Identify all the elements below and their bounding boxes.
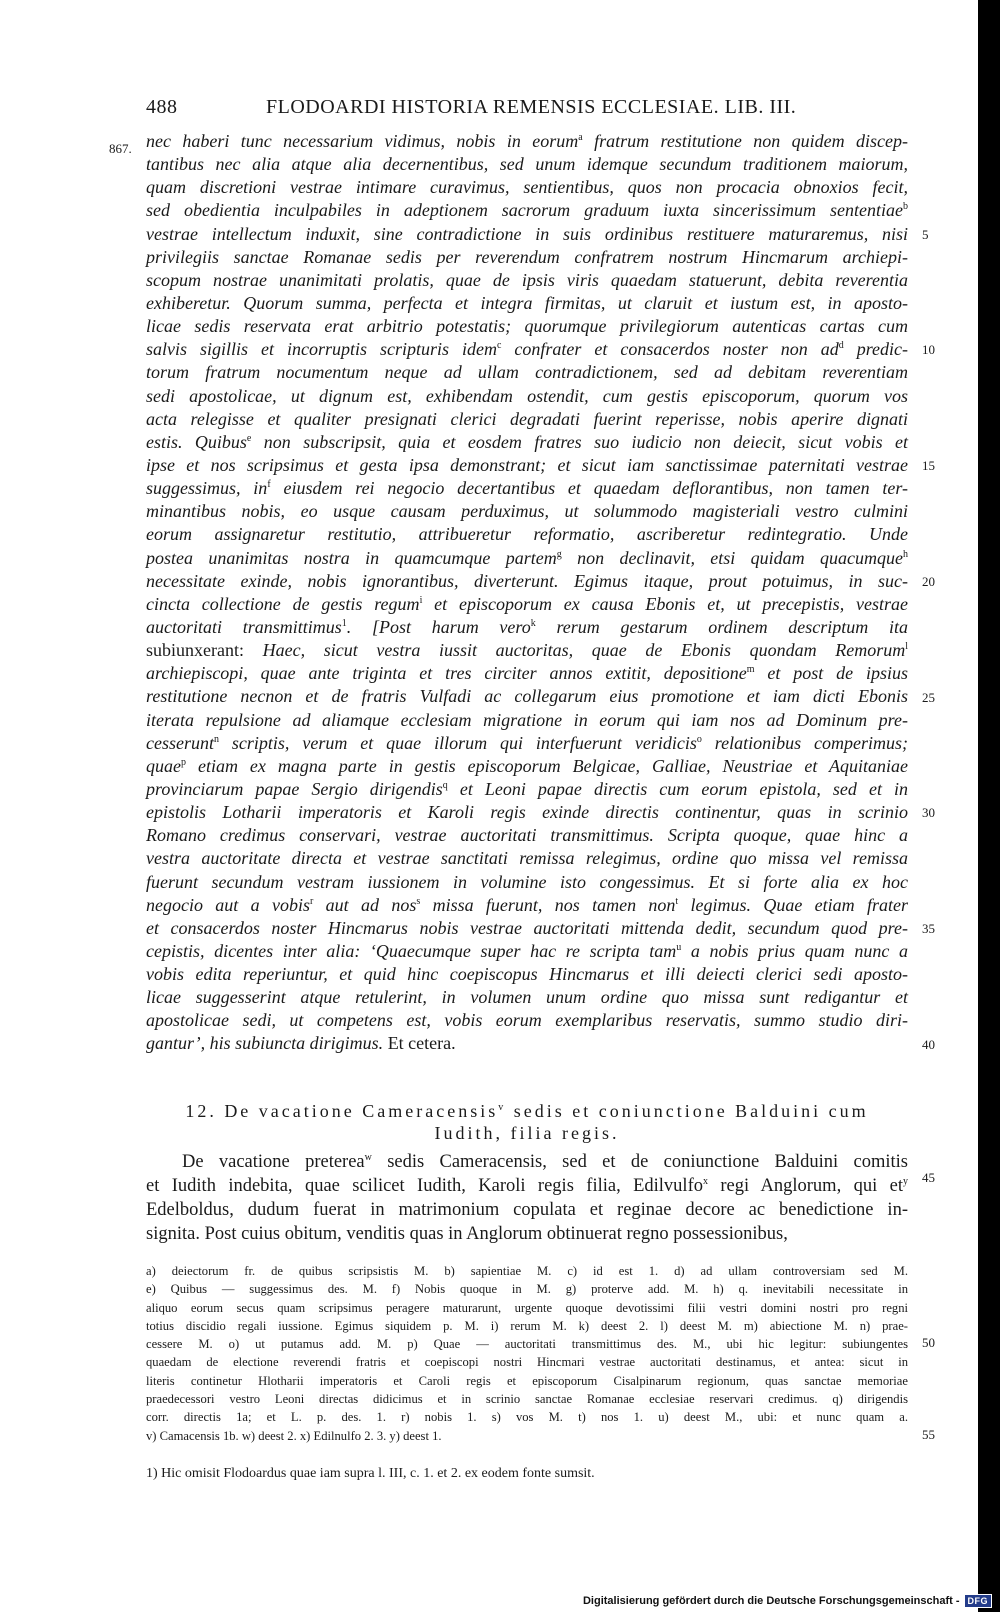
text-line: iterata repulsione ad aliamque ecclesiam migratione in eorum qui iam nos ad Dominum pre- [146, 709, 908, 730]
apparatus-line: praedecessori vestro Leoni directas didicimus et in scrinio sanctae Romanae ecclesiae reservari credimus. q) dirigendis [146, 1392, 908, 1407]
text-line: apostolicae sedi, ut competens est, vobis eorum exemplaribus reservatis, summo studio diri- [146, 1010, 908, 1031]
text-line: scopum nostrae unanimitati prolatis, quae de ipsis viris quaedam statuerunt, debita reverentia [146, 269, 908, 290]
text-line: Romano credimus conservari, vestrae auctoritati transmittimus. Scripta quoque, quae hinc a [146, 825, 908, 846]
text-line: gantur’, his subiuncta dirigimus. Et cetera. [146, 1033, 456, 1054]
line-number: 10 [922, 342, 935, 358]
text-line: fuerunt secundum vestram iussionem in volumine isto congessimus. Et si forte alia ex hoc [146, 871, 908, 892]
text-line: minantibus nobis, eo usque causam perduximus, ut solummodo magisteriali vestro culmini [146, 501, 908, 522]
text-line: eorum assignaretur restitutio, attribueretur reformatio, ascriberetur redintegratio. Unde [146, 524, 908, 545]
apparatus-line: corr. directis 1a; et L. p. des. 1. r) nobis 1. s) vos M. t) nos 1. u) deest M., ubi: et nunc quam a. [146, 1410, 908, 1425]
text-line: sedi apostolicae, ut dignum est, exhibendam ostendit, cum gestis episcoporum, quorum vos [146, 385, 908, 406]
apparatus-line: literis continetur Hlotharii imperatoris et Caroli regis et episcoporum Cisalpinarum regionum, quas sanctae memoriae [146, 1373, 908, 1388]
text-line: necessitate exinde, nobis ignorantibus, diverterunt. Egimus itaque, prout potuimus, in suc- [146, 570, 908, 591]
line-number: 20 [922, 573, 935, 589]
text-line: restitutione necnon et de fratris Vulfadi ac collegarum eius promotione et iam dicti Ebonis [146, 686, 908, 707]
text-line: suggessimus, $in^f$ eiusdem rei negocio decertantibus et quaedam deflorantibus, non tamen ter- [146, 478, 908, 499]
year-marginal: 867. [109, 141, 132, 156]
digitization-text: Digitalisierung gefördert durch die Deutsche Forschungsgemeinschaft - [582, 1595, 960, 1607]
chapter-text-line: signita. Post cuius obitum, venditis quas in Anglorum obtinuerat regno possessionibus, [146, 1224, 788, 1244]
text-line: tantibus nec alia atque alia decernentibus, sed unum idemque secundum traditionem maiorum, [146, 154, 908, 175]
footnote: 1) Hic omisit Flodoardus quae iam supra l. III, c. 1. et 2. ex eodem fonte sumsit. [146, 1466, 595, 1481]
apparatus-line: totius discidio regali iussione. Egimus siquidem p. M. i) rerum M. k) deest 2. l) deest M. m) abiectione M. n) prae- [146, 1318, 908, 1333]
text-line: acta relegisse et qualiter presignati clerici degradati fuerint reperisse, nobis aperire dignati [146, 408, 908, 429]
apparatus-line: v) Camacensis 1b. w) deest 2. x) Edilnulfo 2. 3. y) deest 1. [146, 1428, 442, 1443]
text-line: torum fratrum nocumentum neque ad ullam contradictionem, sed ad debitam reverentiam [146, 362, 908, 383]
line-number-45: 45 [922, 1170, 935, 1185]
text-line: estis. Quibus$^e$ non subscripsit, quia et eosdem fratres suo iudicio non deiecit, sicut vobis et [146, 431, 908, 452]
line-number: 5 [922, 226, 929, 242]
text-line: ipse et nos scripsimus et gesta ipsa demonstrant; et sicut iam sanctissimae paternitati vestrae [146, 454, 908, 475]
chapter-text-line: et Iudith indebita, quae scilicet Iudith, Karoli regis filia, Edilvulfo$^x$ regi Anglorum, qui $et^y$ [146, 1175, 908, 1196]
chapter-title-line-1: 12. De vacatione Cameracensis$^v$ sedis et coniunctione Balduini cum [185, 1101, 869, 1121]
text-line: sed obedientia inculpabiles in adeptionem sacrorum graduum iuxta sincerissimum sententiae$^b$ [146, 200, 908, 221]
line-number: 15 [922, 458, 935, 474]
text-line: nec haberi tunc necessarium vidimus, nobis in eorum$^a$ fratrum restitutione non quidem discep- [146, 131, 908, 151]
main-text [146, 130, 908, 1056]
chapter-text-line: De vacatione preterea$^w$ sedis Cameracensis, sed et de coniunctione Balduini comitis [182, 1151, 908, 1172]
text-line: provinciarum papae Sergio dirigendis$^q$ et Leoni papae directis cum eorum epistola, sed et in [146, 778, 908, 799]
running-title: FLODOARDI HISTORIA REMENSIS ECCLESIAE. LIB. III. [266, 96, 797, 118]
line-number: 30 [922, 805, 935, 821]
text-line: exhiberetur. Quorum summa, perfecta et integra firmitas, ut claruit et iustum est, in aposto- [146, 292, 908, 313]
text-line: quam discretioni vestrae intimare curavimus, sentientibus, quos non procacia obnoxios fecit, [146, 177, 908, 198]
apparatus-line: aliquo eorum secus quam scripsimus peragere maturarunt, urgente quoque devotissimi filii vestri domini nostri pro regni [146, 1300, 908, 1315]
text-line: cesserunt$^n$ scriptis, verum et quae illorum qui interfuerunt veridicis$^o$ relationibus comperimus; [146, 732, 908, 753]
text-line: vestrae intellectum induxit, sine contradictione in suis ordinibus restituere maturaremus, nisi [146, 223, 908, 244]
page-number: 488 [146, 96, 178, 118]
text-line: privilegiis sanctae Romanae sedis per reverendum confratrem nostrum Hincmarum archiepi- [146, 246, 908, 267]
text-line: postea unanimitas nostra in quamcumque partem$^g$ non declinavit, etsi quidam quacumque$^h$ [146, 547, 908, 568]
dfg-logo: DFG [964, 1594, 993, 1608]
text-line: subiunxerant: Haec, sicut vestra iussit auctoritas, quae de Ebonis quondam Remorum$^l$ [146, 640, 908, 661]
text-line: epistolis Lotharii imperatoris et Karoli regis exinde directis continentur, quas in scrinio [146, 802, 908, 823]
line-number: 40 [922, 1036, 935, 1052]
text-line: licae suggesserint atque retulerint, in volumen unum ordine quo missa sunt redigantur et [146, 987, 908, 1008]
apparatus-line-number: 55 [922, 1426, 935, 1442]
text-line: licae sedis reservata erat arbitrio potestatis; quorumque privilegiorum autenticas cartas cum [146, 316, 908, 337]
text-line: quae$^p$ etiam ex magna parte in gestis episcoporum Belgicae, Galliae, Neustriae et Aquitaniae [146, 755, 908, 776]
apparatus-line: a) deiectorum fr. de quibus scripsistis M. b) sapientiae M. c) id est 1. d) ad ullam controversiam sed M. [146, 1264, 908, 1278]
apparatus-line: e) Quibus — suggessimus des. M. f) Nobis quoque in M. g) proterve add. M. h) q. inevitabili necessitate in [146, 1282, 908, 1297]
apparatus-line-number: 50 [922, 1335, 935, 1351]
text-line: vobis edita reperiuntur, et quid hinc coepiscopus Hincmarus et illi deiecti clerici sedi aposto- [146, 964, 908, 985]
text-line: negocio aut a vobis$^r$ aut ad nos$^s$ missa fuerunt, nos tamen non$^t$ legimus. Quae etiam frater [146, 894, 909, 915]
apparatus-line: cessere M. o) ut putamus add. M. p) Quae — auctoritati transmittimus des. M., ubi hic legitur: subiungentes [146, 1337, 908, 1352]
text-line: salvis sigillis et incorruptis scripturis idem$^c$ confrater et consacerdos noster non $ad^d$ predic- [146, 339, 909, 360]
apparatus-line: quaedam de electione reverendi fratris et coepiscopi nostri Hincmari vestrae auctoritati destinamus, et antea: sicut in [146, 1355, 908, 1370]
text-line: cepistis, dicentes inter alia: ‘Quaecumque super hac re scripta tam$^u$ a nobis prius quam nunc a [146, 940, 909, 961]
text-line: cincta collectione de gestis regum$^i$ et episcoporum ex causa Ebonis et, ut precepistis, vestrae [146, 593, 908, 614]
digitization-credit [583, 1594, 992, 1608]
text-line: archiepiscopi, quae ante triginta et tres circiter annos extitit, depositione$^m$ et post de ipsius [146, 663, 908, 684]
chapter-title-line-2: Iudith, filia regis. [434, 1123, 620, 1143]
chapter-text [146, 1150, 908, 1246]
line-number: 25 [922, 689, 935, 705]
text-line: auctoritati transmittimus$^1$. [Post harum vero$^k$ rerum gestarum ordinem descriptum ita [146, 616, 908, 637]
chapter-heading [146, 1100, 908, 1144]
chapter-text-line: Edelboldus, dudum fuerat in matrimonium copulata et reginae decore ac benedictione in- [146, 1200, 908, 1220]
line-number: 35 [922, 921, 935, 937]
text-line: vestra auctoritate directa et vestrae sanctitati remissa relegimus, ordine quo missa vel remissa [146, 848, 908, 869]
critical-apparatus [146, 1262, 908, 1445]
text-line: et consacerdos noster Hincmarus nobis vestrae auctoritati mittenda dedit, secundum quod pre- [146, 917, 908, 938]
